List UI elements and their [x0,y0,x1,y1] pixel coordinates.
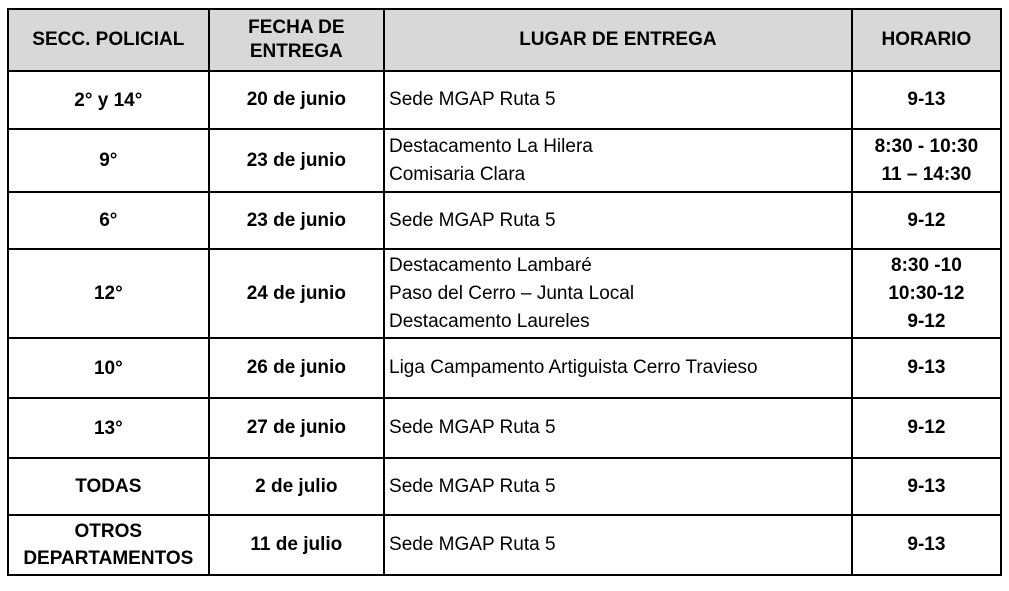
seccion-cell-line: 10° [93,357,123,379]
horario-cell-line: 8:30 - 10:30 [874,135,979,157]
horario-cell-line: 9-13 [907,534,946,555]
lugar-cell-line: Destacamento Laureles [389,310,590,332]
seccion-cell [8,338,209,398]
horario-cell-line: 8:30 -10 [891,254,962,276]
seccion-cell-line: 6° [99,210,118,231]
table-body [8,71,1001,575]
horario-cell-line: 9-13 [907,89,946,110]
fecha-cell: 26 de junio [209,338,384,398]
fecha-cell: 24 de junio [209,249,384,338]
horario-cell-line: 9-13 [907,475,946,497]
lugar-cell-line: Destacamento Lambaré [389,254,592,276]
seccion-cell-line: OTROS [74,521,143,542]
fecha-cell: 27 de junio [209,398,384,458]
seccion-cell [8,458,209,515]
fecha-cell: 23 de junio [209,129,384,192]
fecha-cell: 11 de julio [209,515,384,575]
horario-cell-line: 9-12 [907,209,946,231]
seccion-cell [8,398,209,458]
delivery-schedule-table [7,8,1002,576]
lugar-cell [384,398,852,458]
horario-cell-line: 9-13 [907,357,946,378]
table-row [8,249,1001,338]
horario-cell-line: 11 – 14:30 [881,163,972,185]
table-row [8,192,1001,249]
lugar-cell-line: Comisaria Clara [389,163,526,185]
horario-cell-line: 10:30-12 [888,282,965,304]
fecha-cell: 20 de junio [209,71,384,129]
seccion-cell [8,129,209,192]
lugar-cell [384,458,852,515]
lugar-cell [384,249,852,338]
table-row [8,458,1001,515]
header-lugar: LUGAR DE ENTREGA [384,9,852,71]
header-row [8,9,1001,71]
lugar-cell [384,129,852,192]
fecha-cell: 23 de junio [209,192,384,249]
lugar-cell-line: Sede MGAP Ruta 5 [389,209,556,231]
seccion-cell [8,515,209,575]
horario-cell [852,71,1001,129]
horario-cell [852,458,1001,515]
seccion-cell [8,249,209,338]
table-row [8,515,1001,575]
table-row [8,338,1001,398]
horario-cell-line: 9-12 [907,417,946,438]
horario-cell [852,338,1001,398]
lugar-cell-line: Sede MGAP Ruta 5 [389,417,556,438]
header-fecha-line-2: ENTREGA [249,41,343,62]
header-fecha [209,9,384,71]
lugar-cell [384,515,852,575]
seccion-cell-line: DEPARTAMENTOS [23,548,194,569]
horario-cell [852,515,1001,575]
table-row [8,129,1001,192]
header-horario: HORARIO [852,9,1001,71]
header-fecha-line-1: FECHA DE [248,17,345,38]
lugar-cell-line: Paso del Cerro – Junta Local [389,282,635,304]
seccion-cell-line: 12° [93,283,123,304]
table-header [8,9,1001,71]
horario-cell [852,129,1001,192]
lugar-cell-line: Sede MGAP Ruta 5 [389,475,556,497]
horario-cell [852,249,1001,338]
table-row [8,71,1001,129]
seccion-cell-line: TODAS [75,476,142,497]
seccion-cell-line: 13° [93,417,123,439]
seccion-cell-line: 2° y 14° [74,89,143,111]
seccion-cell [8,71,209,129]
lugar-cell-line: Destacamento La Hilera [389,135,593,157]
seccion-cell-line: 9° [99,150,118,171]
horario-cell-line: 9-12 [907,310,946,332]
horario-cell [852,398,1001,458]
seccion-cell [8,192,209,249]
lugar-cell-line: Sede MGAP Ruta 5 [389,534,556,555]
fecha-cell: 2 de julio [209,458,384,515]
lugar-cell-line: Sede MGAP Ruta 5 [389,89,556,110]
lugar-cell [384,71,852,129]
horario-cell [852,192,1001,249]
lugar-cell [384,192,852,249]
table-row [8,398,1001,458]
lugar-cell [384,338,852,398]
header-seccion: SECC. POLICIAL [8,9,209,71]
lugar-cell-line: Liga Campamento Artiguista Cerro Travieso [389,357,758,378]
